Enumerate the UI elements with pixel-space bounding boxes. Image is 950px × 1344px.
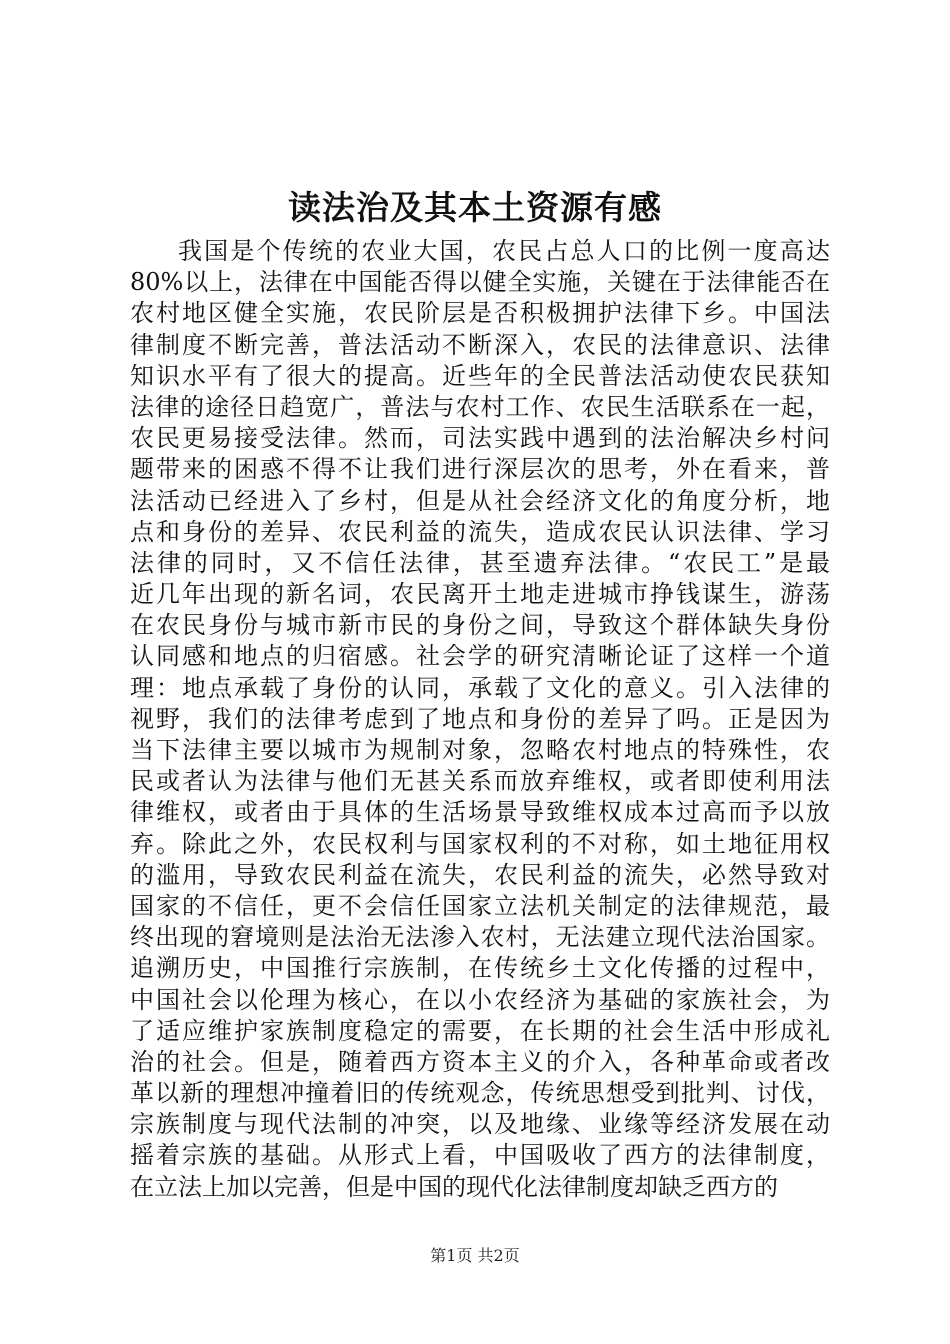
body-line: 了适应维护家族制度稳定的需要，在长期的社会生活中形成礼 — [130, 1016, 830, 1045]
body-line: 80%以上，法律在中国能否得以健全实施，关键在于法律能否在 — [130, 268, 830, 297]
body-line: 农民更易接受法律。然而，司法实践中遇到的法治解决乡村问 — [130, 424, 830, 453]
body-line: 治的社会。但是，随着西方资本主义的介入，各种革命或者改 — [130, 1047, 830, 1076]
body-line: 我国是个传统的农业大国，农民占总人口的比例一度高达 — [178, 237, 830, 265]
body-line: 律制度不断完善，普法活动不断深入，农民的法律意识、法律 — [130, 330, 830, 359]
body-line: 终出现的窘境则是法治无法渗入农村，无法建立现代法治国家。 — [130, 923, 830, 952]
body-line: 认同感和地点的归宿感。社会学的研究清晰论证了这样一个道 — [130, 642, 830, 671]
body-line: 法律的同时，又不信任法律，甚至遗弃法律。“农民工”是最 — [130, 548, 830, 577]
body-line: 理：地点承载了身份的认同，承载了文化的意义。引入法律的 — [130, 673, 830, 702]
body-line: 中国社会以伦理为核心，在以小农经济为基础的家族社会，为 — [130, 985, 830, 1014]
body-line: 法活动已经进入了乡村，但是从社会经济文化的角度分析，地 — [130, 486, 830, 515]
body-line: 国家的不信任，更不会信任国家立法机关制定的法律规范，最 — [130, 891, 830, 920]
document-title: 读法治及其本土资源有感 — [288, 188, 662, 227]
body-line: 点和身份的差异、农民利益的流失，造成农民认识法律、学习 — [130, 517, 830, 546]
body-line: 当下法律主要以城市为规制对象，忽略农村地点的特殊性，农 — [130, 736, 830, 764]
body-line: 律维权，或者由于具体的生活场景导致维权成本过高而予以放 — [130, 798, 830, 827]
body-line: 在农民身份与城市新市民的身份之间，导致这个群体缺失身份 — [130, 611, 830, 640]
body-line: 宗族制度与现代法制的冲突，以及地缘、业缘等经济发展在动 — [130, 1110, 830, 1139]
body-line: 在立法上加以完善，但是中国的现代化法律制度却缺乏西方的 — [130, 1172, 778, 1201]
body-line: 民或者认为法律与他们无甚关系而放弃维权，或者即使利用法 — [130, 767, 830, 796]
body-line: 摇着宗族的基础。从形式上看，中国吸收了西方的法律制度， — [130, 1141, 830, 1170]
page-number-footer: 第1页 共2页 — [430, 1246, 520, 1265]
body-line: 的滥用，导致农民利益在流失，农民利益的流失，必然导致对 — [130, 860, 830, 889]
body-line: 近几年出现的新名词，农民离开土地走进城市挣钱谋生，游荡 — [130, 580, 830, 609]
body-line: 法律的途径日趋宽广，普法与农村工作、农民生活联系在一起， — [130, 392, 830, 421]
body-line: 视野，我们的法律考虑到了地点和身份的差异了吗。正是因为 — [130, 704, 830, 733]
body-line: 知识水平有了很大的提高。近些年的全民普法活动使农民获知 — [130, 361, 830, 390]
document-body — [130, 236, 830, 1203]
body-line: 弃。除此之外，农民权利与国家权利的不对称，如土地征用权 — [130, 829, 830, 858]
body-line: 追溯历史，中国推行宗族制，在传统乡土文化传播的过程中， — [130, 954, 830, 983]
body-line: 农村地区健全实施，农民阶层是否积极拥护法律下乡。中国法 — [130, 299, 830, 328]
body-line: 革以新的理想冲撞着旧的传统观念，传统思想受到批判、讨伐， — [130, 1079, 830, 1108]
body-line: 题带来的困惑不得不让我们进行深层次的思考，外在看来，普 — [130, 455, 830, 484]
